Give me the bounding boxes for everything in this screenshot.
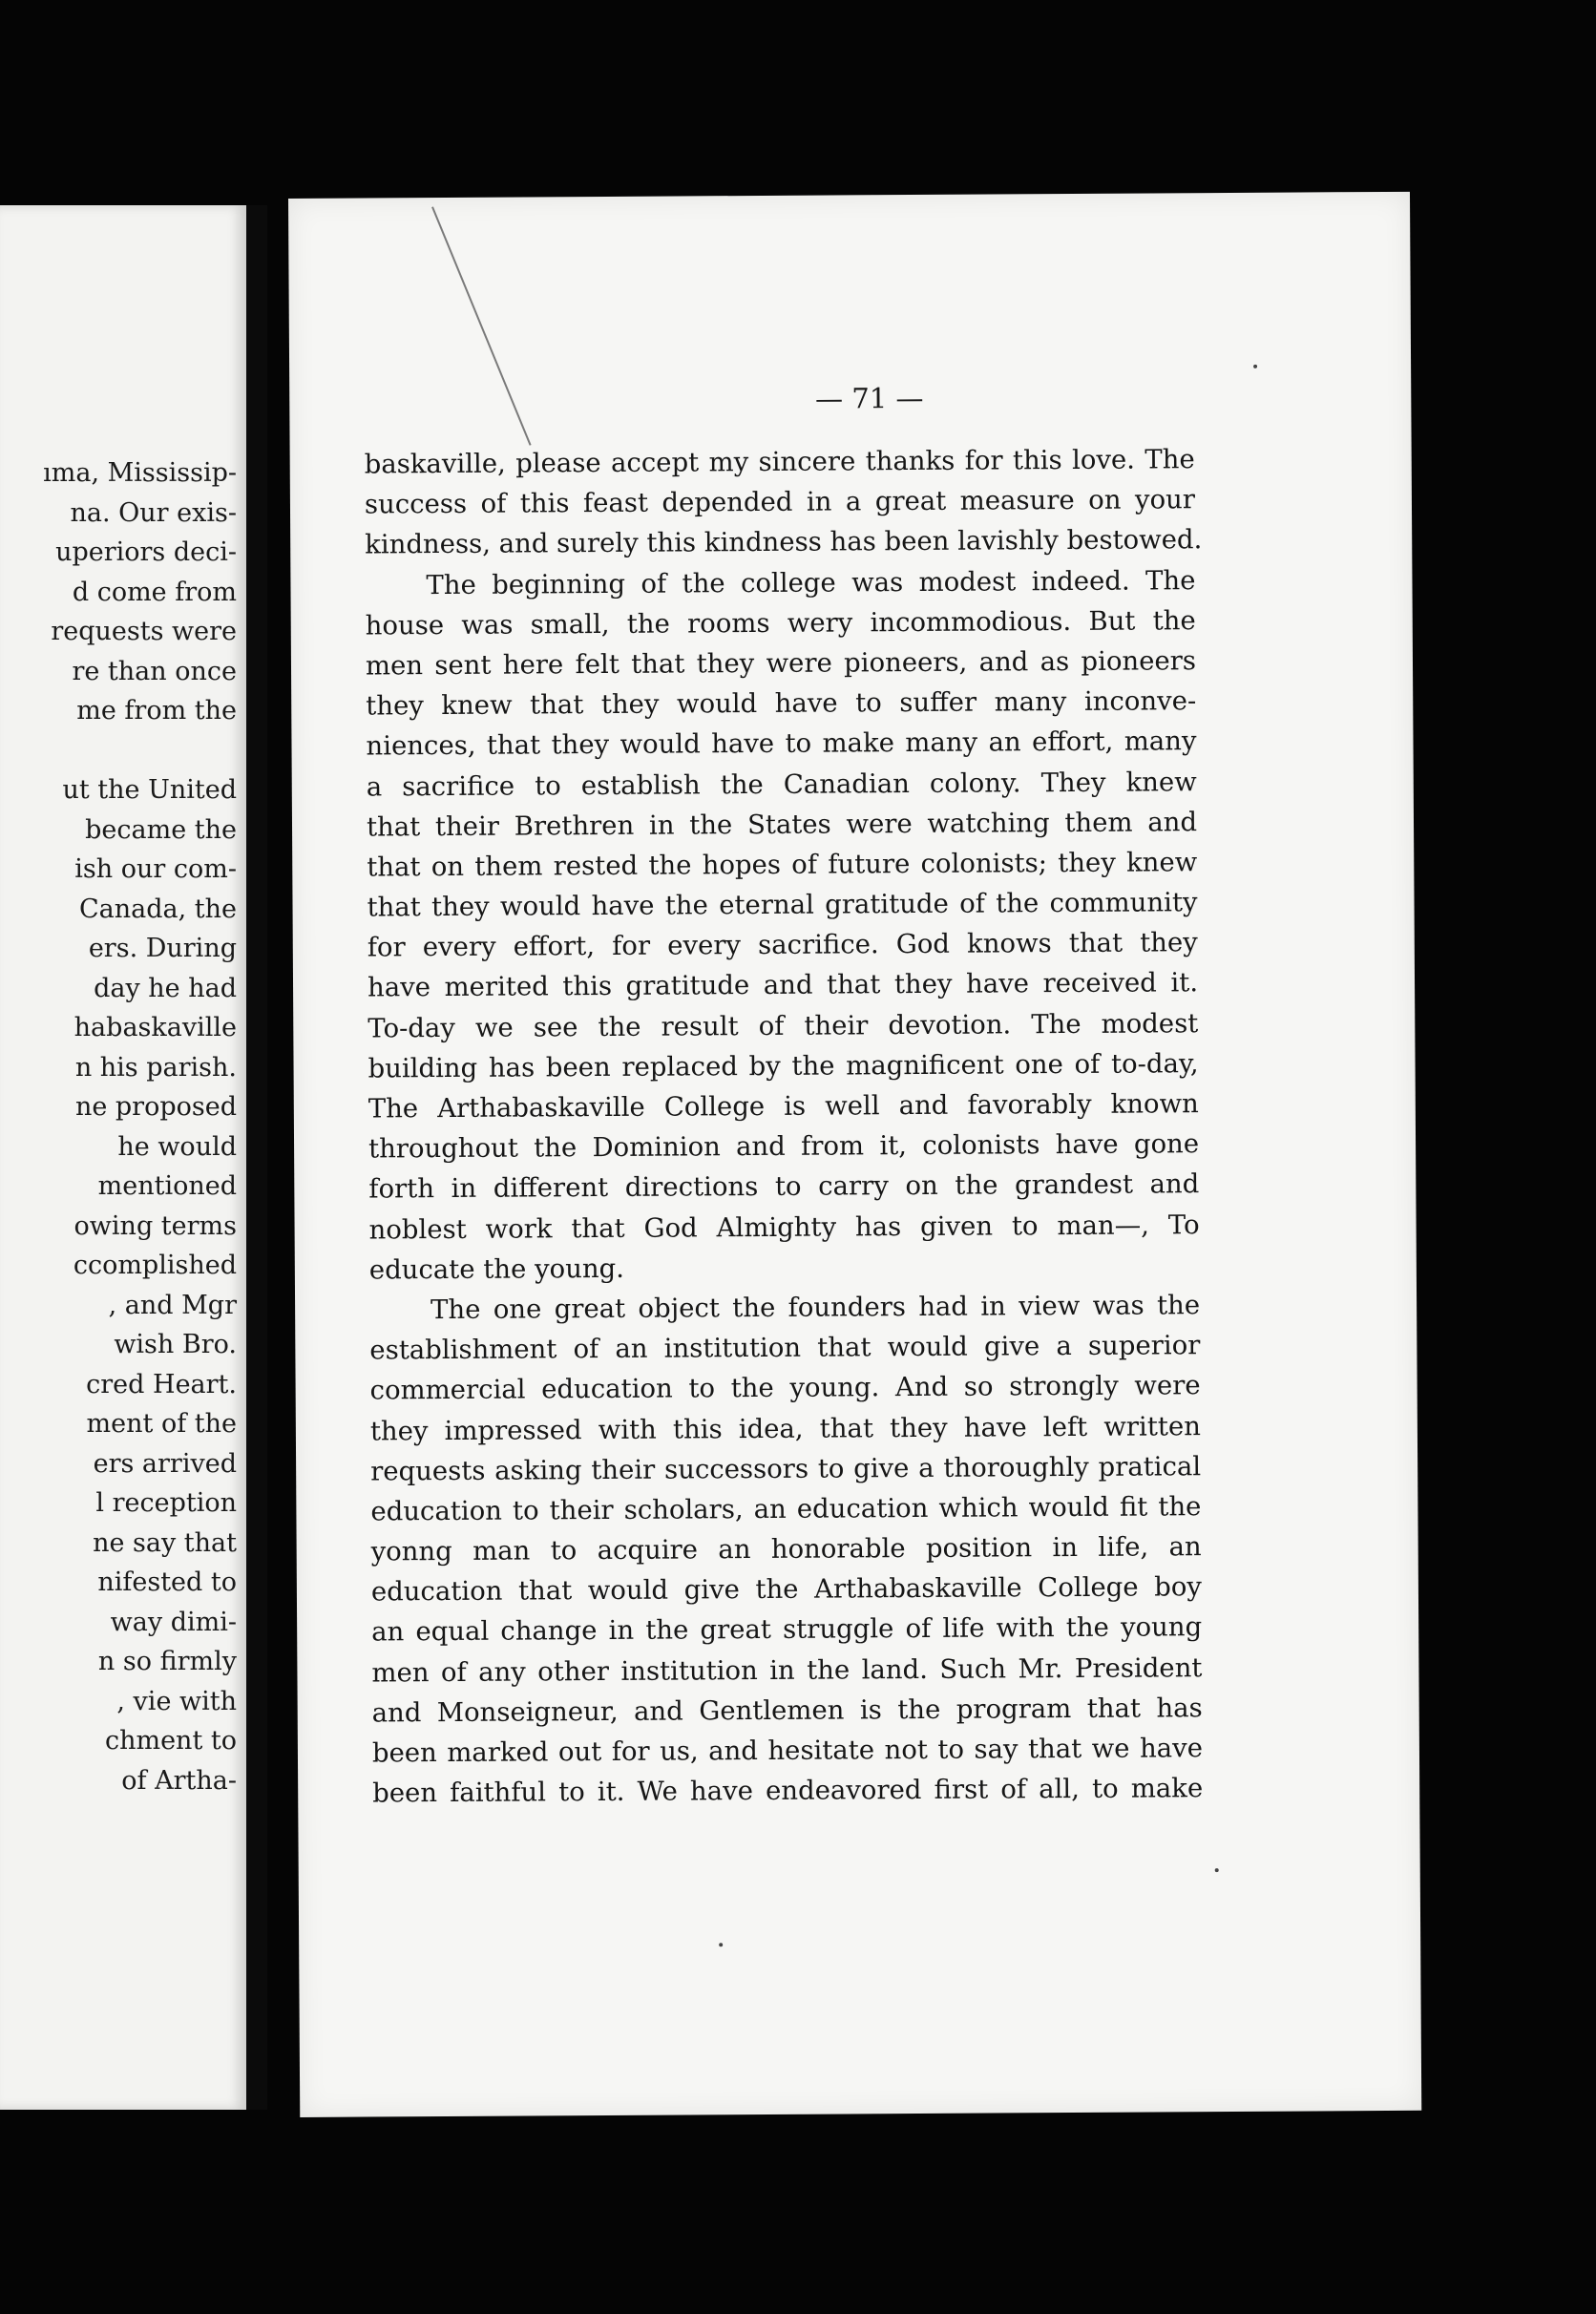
left-text-line: cred Heart. [86,1369,237,1399]
left-text-line: me from the [76,696,237,726]
text-line: men sent here felt that they were pioneers, and as pioneers [365,645,1197,682]
left-text-line: owing terms [74,1210,237,1241]
text-line: To-day we see the result of their devotion. The modest [368,1007,1199,1044]
left-text-line: nifested to [97,1567,237,1597]
text-line: they impressed with this idea, that they have left written [369,1410,1201,1446]
text-line: and Monseigneur, and Gentlemen is the program that has [371,1692,1203,1729]
text-line: The Arthabaskaville College is well and favorably known [368,1088,1199,1125]
dust-speck [1253,365,1257,368]
left-text-line: ers. During [88,934,237,963]
left-page-text [0,453,237,1800]
dust-speck [719,1943,723,1946]
text-line: kindness, and surely this kindness has been lavishly bestowed. [365,524,1203,560]
text-line: that their Brethren in the States were watching them and [366,806,1198,843]
text-line: establishment of an institution that would give a superior [369,1330,1201,1366]
text-line: education that would give the Arthabaskaville College boy [370,1571,1203,1608]
text-line: success of this feast depended in a great measure on your [364,484,1196,520]
left-text-line: became the [85,814,237,845]
left-text-line: d come from [72,577,237,607]
left-text-line [0,731,237,771]
left-text-line: ıma, Mississip- [43,458,237,488]
left-text-line: ut the United [62,775,237,805]
text-line: requests asking their successors to give a thoroughly pratical [370,1450,1202,1487]
left-text-line: wish Bro. [114,1330,237,1359]
left-text-line: ers arrived [93,1448,237,1479]
left-text-line: way dimi- [110,1607,237,1637]
left-text-line: habaskaville [74,1013,237,1042]
left-text-line: ne proposed [74,1092,237,1122]
left-text-line: l reception [95,1488,237,1518]
text-line: educate the young. [368,1252,625,1286]
left-text-line: n so firmly [97,1647,237,1676]
left-text-line: n his parish. [74,1052,237,1083]
right-page [288,192,1421,2117]
text-line: The one great object the founders had in view was the [430,1290,1201,1326]
text-line: education to their scholars, an education which would fit the [370,1491,1202,1527]
text-line: have merited this gratitude and that they have received it. [367,967,1199,1003]
text-line: that on them rested the hopes of future colonists; they knew [367,847,1198,883]
text-line: building has been replaced by the magnificent one of to-day, [368,1048,1199,1084]
left-text-line: mentioned [97,1171,237,1201]
text-line: an equal change in the great struggle of life with the young [371,1611,1203,1648]
text-line: yonng man to acquire an honorable position in life, an [370,1531,1202,1567]
text-line: a sacrifice to establish the Canadian colony. They knew [366,766,1197,803]
book-gutter [246,205,267,2110]
text-line: for every effort, for every sacrifice. God knows that they [367,927,1198,963]
text-line: forth in different directions to carry on the grandest and [368,1168,1200,1205]
left-text-line: he would [117,1131,237,1162]
left-text-line: ne say that [93,1527,237,1558]
left-text-line: ish our com- [74,854,237,884]
text-line: men of any other institution in the land. Such Mr. President [371,1651,1203,1689]
dust-speck [1215,1868,1219,1872]
text-line: house was small, the rooms wery incommodious. But the [365,604,1196,642]
left-text-line: , and Mgr [108,1290,237,1320]
text-line: niences, that they would have to make many an effort, many [366,726,1197,762]
text-line: noblest work that God Almighty has given to man—, To [368,1209,1200,1246]
left-text-line: ment of the [86,1409,237,1439]
left-text-line: Canada, the [78,894,237,924]
left-text-line: day he had [94,973,237,1003]
left-page-fragment [0,205,246,2110]
left-text-line: re than once [72,656,237,686]
text-line: throughout the Dominion and from it, colonists have gone [368,1128,1200,1165]
text-line: they knew that they would have to suffer many inconve- [366,685,1197,722]
text-line: that they would have the eternal gratitude of the community [367,887,1198,923]
left-text-line: , vie with [116,1686,237,1716]
left-text-line: na. Our exis- [70,497,237,528]
left-text-line: ccomplished [73,1251,237,1280]
left-text-line: uperiors deci- [55,537,237,567]
text-line: been faithful to it. We have endeavored first of all, to make [372,1773,1204,1809]
left-text-line: requests were [51,617,237,646]
text-line: The beginning of the college was modest indeed. The [426,564,1196,600]
page-number: — 71 — [815,381,924,415]
text-line: commercial education to the young. And so strongly were [369,1370,1201,1406]
text-line: been marked out for us, and hesitate not to say that we have [371,1733,1204,1769]
left-text-line: of Artha- [121,1765,237,1796]
body-text [365,439,1204,1814]
left-text-line: chment to [104,1726,237,1756]
text-line: baskaville, please accept my sincere thanks for this love. The [364,444,1195,480]
